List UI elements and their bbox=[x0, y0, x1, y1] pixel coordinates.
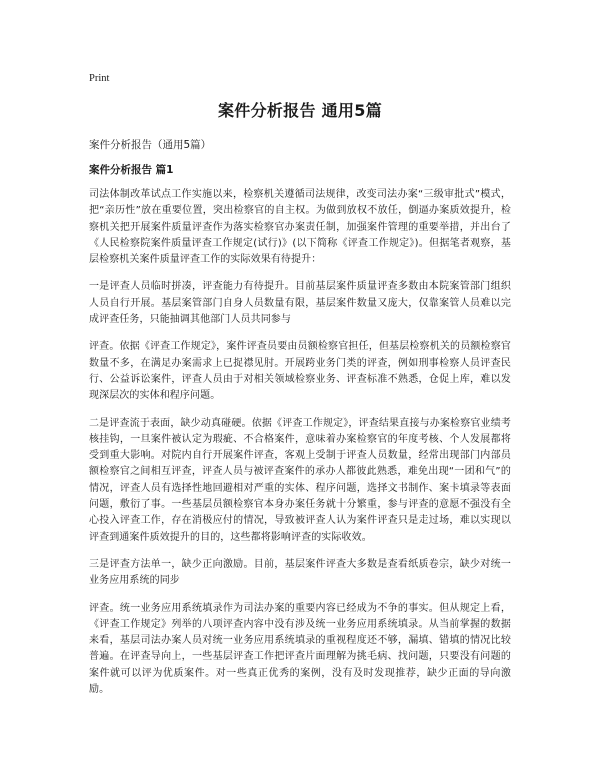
paragraph: 司法体制改革试点工作实施以来，检察机关遵循司法规律，改变司法办案“三级审批式”模式，把“亲历性”放在重要位置，突出检察官的自主权。为做到放权不放任，倒逼办案质效提升，检察机关把开展案件质量评查作为落实检察官办案责任制，加强案件管理的重要举措，并出台了《人民检察院案件质量评查工作规定(试行)》(以下简称《评查工作规定》)。但据笔者观察，基层检察机关案件质量评查工作的实际效果有待提升： bbox=[89, 189, 511, 266]
paragraph: 二是评查流于表面，缺少动真碰硬。依据《评查工作规定》，评查结果直接与办案检察官业绩考核挂钩，一旦案件被认定为瑕疵、不合格案件，意味着办案检察官的年度考核、个人发展都将受到重大影响。对院内自行开展案件评查，客观上受制于评查人员数量，经常出现部门内部员额检察官之间相互评查，评查人员与被评查案件的承办人都彼此熟悉，难免出现“一团和气”的情况，评查人员有选择性地回避相对严重的实体、程序问题，选择文书制作、案卡填录等表面问题，敷衍了事。一些基层员额检察官本身办案任务就十分繁重，参与评查的意愿不强没有全心投入评查工作，存在消极应付的情况，导致被评查人认为案件评查只是走过场，难以实现以评查到通案件质效提升的目的，这些都将影响评查的实际收效。 bbox=[89, 417, 511, 543]
paragraph: 评查。依据《评查工作规定》，案件评查员要由员额检察官担任，但基层检察机关的员额检察官数量不多，在满足办案需求上已捉襟见肘。开展跨业务门类的评查，例如刑事检察人员评查民行、公益诉讼案件，评查人员由于对相关领域检察业务、评查标准不熟悉，仓促上库，难以发现深层次的实体和程序问题。 bbox=[89, 341, 511, 402]
page-title: 案件分析报告 通用5篇 bbox=[217, 101, 382, 120]
print-label: Print bbox=[89, 73, 110, 84]
document-subtitle: 案件分析报告（通用5篇） bbox=[89, 139, 212, 151]
paragraph: 评查。统一业务应用系统填录作为司法办案的重要内容已经成为不争的事实。但从规定上看，《评查工作规定》列举的八项评查内容中没有涉及统一业务应用系统填录。从当前掌握的数据来看，基层司法办案人员对统一业务应用系统填录的重视程度还不够，漏填、错填的情况比较普遍。在评查导向上，一些基层评查工作把评查片面理解为挑毛病、找问题，只要没有问题的案件就可以评为优质案件。对一些真正优秀的案例，没有及时发现推荐，缺少正面的导向激励。 bbox=[89, 602, 511, 696]
section-heading: 案件分析报告 篇1 bbox=[89, 164, 174, 176]
paragraph: 三是评查方法单一，缺少正向激励。目前，基层案件评查大多数是查看纸质卷宗，缺少对统一业务应用系统的同步 bbox=[89, 558, 511, 587]
paragraph: 一是评查人员临时拼凑，评查能力有待提升。目前基层案件质量评查多数由本院案管部门组织人员自行开展。基层案管部门自身人员数量有限，基层案件数量又庞大，仅靠案管人员难以完成评查任务，只能抽调其他部门人员共同参与 bbox=[89, 281, 511, 326]
